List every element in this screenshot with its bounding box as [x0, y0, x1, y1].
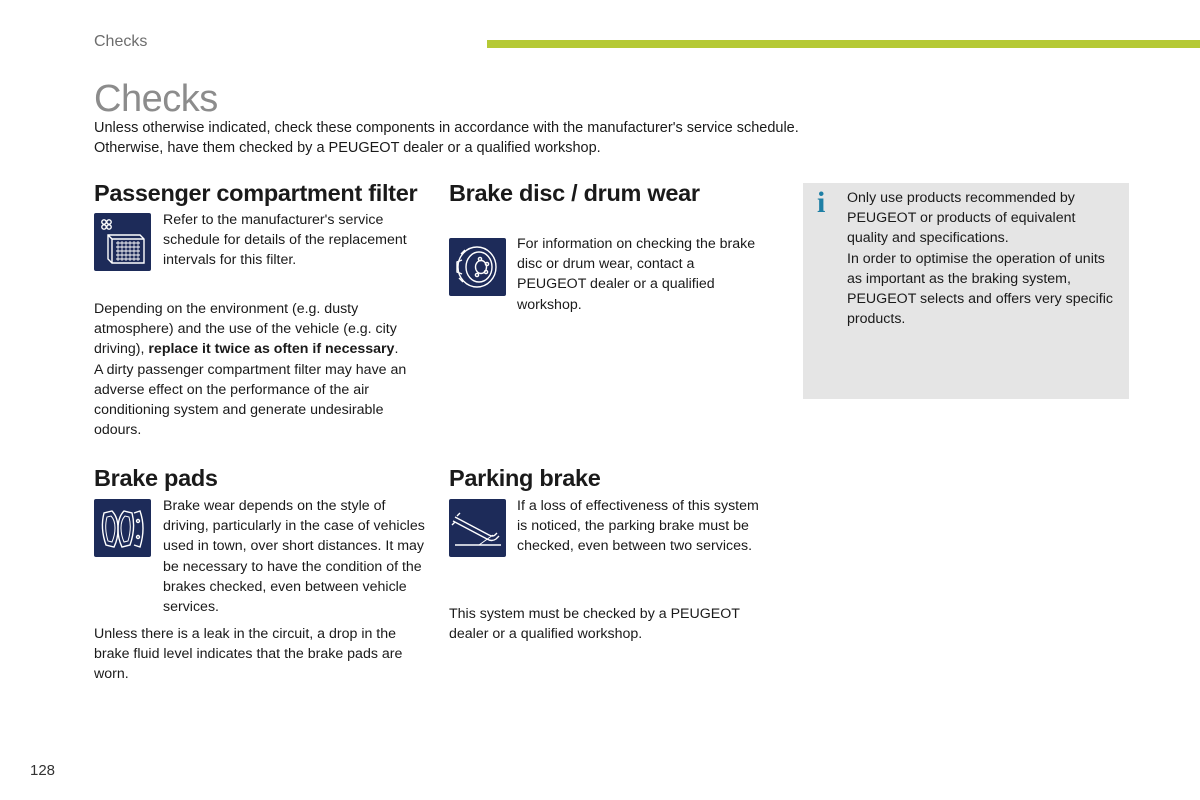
brake-disc-heading: Brake disc / drum wear	[449, 180, 700, 206]
section-header-label: Checks	[94, 33, 148, 50]
brake-disc-icon	[449, 238, 506, 296]
parking-brake-icon	[449, 499, 506, 557]
brake-disc-icon-text: For information on checking the brake disc or drum wear, contact a PEUGEOT dealer or a qualified workshop.	[517, 236, 756, 313]
intro-line-2: Otherwise, have them checked by a PEUGEOT dealer or a qualified workshop.	[94, 140, 601, 156]
brake-pads-icon	[94, 499, 151, 557]
filter-icon-text: Refer to the manufacturer's service schedule for details of the replacement intervals for this filter.	[163, 212, 407, 269]
filter-body-after: .	[394, 341, 399, 358]
info-line-1: Only use products recommended by PEUGEOT or products of equivalent quality and specifications.	[847, 190, 1076, 247]
filter-body	[94, 299, 424, 440]
parking-brake-icon-text: If a loss of effectiveness of this system is noticed, the parking brake must be checked, even between two services.	[517, 498, 759, 555]
filter-heading: Passenger compartment filter	[94, 180, 418, 206]
intro-line-1: Unless otherwise indicated, check these components in accordance with the manufacturer's service schedule.	[94, 120, 799, 136]
cabin-filter-icon	[94, 213, 151, 271]
filter-body-bold: replace it twice as often if necessary	[148, 341, 395, 358]
brake-pads-heading: Brake pads	[94, 465, 218, 491]
brake-pads-icon-text: Brake wear depends on the style of driving, particularly in the case of vehicles used in town, over short distances. It may be necessary to have the condition of the brakes checked, even between vehicle services.	[163, 498, 425, 616]
info-icon: i	[817, 186, 826, 219]
parking-brake-body: This system must be checked by a PEUGEOT dealer or a qualified workshop.	[449, 606, 740, 643]
filter-body-2: A dirty passenger compartment filter may have an adverse effect on the performance of the air conditioning system and generate undesirable odours.	[94, 361, 407, 439]
page-title: Checks	[94, 78, 218, 120]
info-text	[847, 188, 1117, 329]
brake-pads-body: Unless there is a leak in the circuit, a drop in the brake fluid level indicates that the brake pads are worn.	[94, 626, 403, 683]
page-number: 128	[30, 762, 56, 779]
info-line-2: In order to optimise the operation of units as important as the braking system, PEUGEOT selects and offers very specific products.	[847, 250, 1113, 328]
parking-brake-heading: Parking brake	[449, 465, 601, 491]
filter-body-before: Depending on the environment (e.g. dusty atmosphere) and the use of the vehicle (e.g. city driving),	[94, 301, 397, 358]
header-accent-bar	[487, 40, 1200, 48]
intro-text	[94, 118, 994, 158]
